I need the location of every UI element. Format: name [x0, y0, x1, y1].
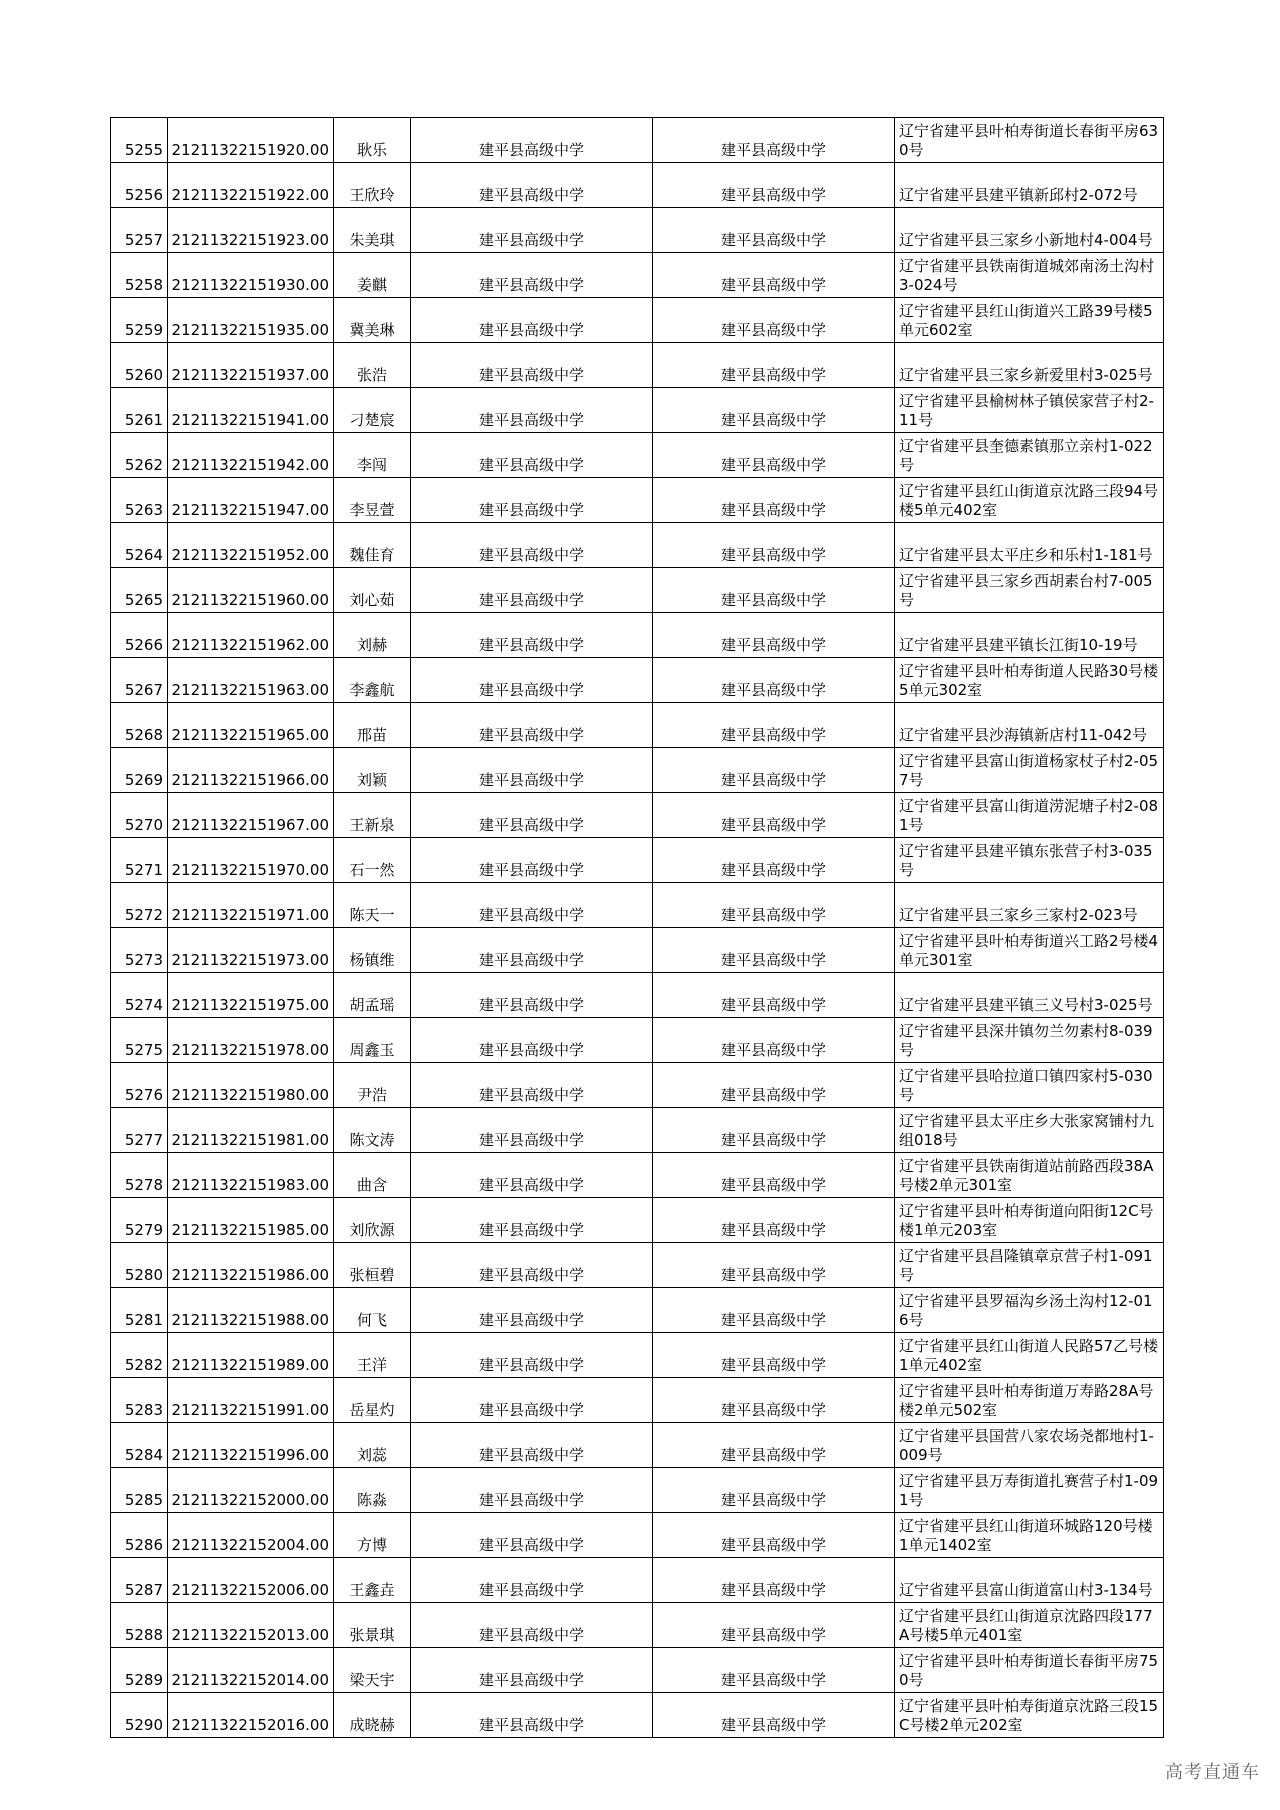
exam-id: 21211322151991.00 [168, 1378, 334, 1423]
student-name: 方博 [334, 1513, 411, 1558]
row-number: 5286 [111, 1513, 168, 1558]
exam-id: 21211322151978.00 [168, 1018, 334, 1063]
table-row [111, 163, 1164, 208]
home-address: 辽宁省建平县奎德素镇那立亲村1-022号 [895, 433, 1164, 478]
table-row [111, 1198, 1164, 1243]
home-address: 辽宁省建平县红山街道兴工路39号楼5单元602室 [895, 298, 1164, 343]
exam-id: 21211322151920.00 [168, 118, 334, 163]
row-number: 5275 [111, 1018, 168, 1063]
school-name: 建平县高级中学 [411, 748, 653, 793]
home-address: 辽宁省建平县建平镇东张营子村3-035号 [895, 838, 1164, 883]
student-name: 刘蕊 [334, 1423, 411, 1468]
exam-id: 21211322151981.00 [168, 1108, 334, 1153]
exam-id: 21211322151970.00 [168, 838, 334, 883]
school-name: 建平县高级中学 [411, 658, 653, 703]
student-name: 周鑫玉 [334, 1018, 411, 1063]
exam-id: 21211322151986.00 [168, 1243, 334, 1288]
student-name: 朱美琪 [334, 208, 411, 253]
admitted-school: 建平县高级中学 [653, 793, 895, 838]
school-name: 建平县高级中学 [411, 523, 653, 568]
school-name: 建平县高级中学 [411, 1063, 653, 1108]
student-name: 王新泉 [334, 793, 411, 838]
exam-id: 21211322151971.00 [168, 883, 334, 928]
table-row [111, 973, 1164, 1018]
table-row [111, 208, 1164, 253]
row-number: 5290 [111, 1693, 168, 1738]
row-number: 5265 [111, 568, 168, 613]
admitted-school: 建平县高级中学 [653, 883, 895, 928]
home-address: 辽宁省建平县叶柏寿街道长春街平房630号 [895, 118, 1164, 163]
student-name: 刁楚宸 [334, 388, 411, 433]
admitted-school: 建平县高级中学 [653, 973, 895, 1018]
exam-id: 21211322151962.00 [168, 613, 334, 658]
table-row [111, 388, 1164, 433]
admitted-school: 建平县高级中学 [653, 208, 895, 253]
home-address: 辽宁省建平县昌隆镇章京营子村1-091号 [895, 1243, 1164, 1288]
table-row [111, 703, 1164, 748]
exam-id: 21211322151922.00 [168, 163, 334, 208]
student-name: 耿乐 [334, 118, 411, 163]
student-table [110, 117, 1164, 1738]
exam-id: 21211322151947.00 [168, 478, 334, 523]
school-name: 建平县高级中学 [411, 478, 653, 523]
student-name: 刘颖 [334, 748, 411, 793]
student-name: 杨镇维 [334, 928, 411, 973]
student-name: 李昱萱 [334, 478, 411, 523]
home-address: 辽宁省建平县红山街道人民路57乙号楼1单元402室 [895, 1333, 1164, 1378]
school-name: 建平县高级中学 [411, 1603, 653, 1648]
student-name: 陈天一 [334, 883, 411, 928]
school-name: 建平县高级中学 [411, 1288, 653, 1333]
row-number: 5278 [111, 1153, 168, 1198]
home-address: 辽宁省建平县富山街道富山村3-134号 [895, 1558, 1164, 1603]
table-row [111, 793, 1164, 838]
admitted-school: 建平县高级中学 [653, 1468, 895, 1513]
row-number: 5268 [111, 703, 168, 748]
student-name: 姜麒 [334, 253, 411, 298]
exam-id: 21211322151923.00 [168, 208, 334, 253]
school-name: 建平县高级中学 [411, 883, 653, 928]
home-address: 辽宁省建平县建平镇新邱村2-072号 [895, 163, 1164, 208]
school-name: 建平县高级中学 [411, 1108, 653, 1153]
admitted-school: 建平县高级中学 [653, 1198, 895, 1243]
row-number: 5273 [111, 928, 168, 973]
school-name: 建平县高级中学 [411, 1378, 653, 1423]
school-name: 建平县高级中学 [411, 388, 653, 433]
table-row [111, 748, 1164, 793]
admitted-school: 建平县高级中学 [653, 1288, 895, 1333]
row-number: 5283 [111, 1378, 168, 1423]
row-number: 5267 [111, 658, 168, 703]
admitted-school: 建平县高级中学 [653, 1108, 895, 1153]
row-number: 5282 [111, 1333, 168, 1378]
home-address: 辽宁省建平县叶柏寿街道人民路30号楼5单元302室 [895, 658, 1164, 703]
school-name: 建平县高级中学 [411, 253, 653, 298]
school-name: 建平县高级中学 [411, 1153, 653, 1198]
table-row [111, 1603, 1164, 1648]
exam-id: 21211322151996.00 [168, 1423, 334, 1468]
school-name: 建平县高级中学 [411, 1693, 653, 1738]
admitted-school: 建平县高级中学 [653, 1693, 895, 1738]
home-address: 辽宁省建平县万寿街道扎赛营子村1-091号 [895, 1468, 1164, 1513]
school-name: 建平县高级中学 [411, 1648, 653, 1693]
exam-id: 21211322151965.00 [168, 703, 334, 748]
table-row [111, 1153, 1164, 1198]
student-name: 岳星灼 [334, 1378, 411, 1423]
table-row [111, 1018, 1164, 1063]
row-number: 5281 [111, 1288, 168, 1333]
exam-id: 21211322152013.00 [168, 1603, 334, 1648]
table-row [111, 1648, 1164, 1693]
school-name: 建平县高级中学 [411, 973, 653, 1018]
home-address: 辽宁省建平县榆树林子镇侯家营子村2-11号 [895, 388, 1164, 433]
exam-id: 21211322151989.00 [168, 1333, 334, 1378]
exam-id: 21211322151941.00 [168, 388, 334, 433]
home-address: 辽宁省建平县铁南街道城郊南汤土沟村3-024号 [895, 253, 1164, 298]
table-row [111, 883, 1164, 928]
row-number: 5266 [111, 613, 168, 658]
school-name: 建平县高级中学 [411, 433, 653, 478]
student-name: 王欣玲 [334, 163, 411, 208]
table-row [111, 1513, 1164, 1558]
row-number: 5284 [111, 1423, 168, 1468]
home-address: 辽宁省建平县红山街道京沈路四段177A号楼5单元401室 [895, 1603, 1164, 1648]
exam-id: 21211322152014.00 [168, 1648, 334, 1693]
exam-id: 21211322151975.00 [168, 973, 334, 1018]
table-row [111, 928, 1164, 973]
row-number: 5288 [111, 1603, 168, 1648]
table-body [111, 118, 1164, 1738]
row-number: 5271 [111, 838, 168, 883]
table-row [111, 1063, 1164, 1108]
school-name: 建平县高级中学 [411, 1243, 653, 1288]
home-address: 辽宁省建平县太平庄乡和乐村1-181号 [895, 523, 1164, 568]
school-name: 建平县高级中学 [411, 1558, 653, 1603]
student-name: 陈淼 [334, 1468, 411, 1513]
table-row [111, 1243, 1164, 1288]
row-number: 5255 [111, 118, 168, 163]
school-name: 建平县高级中学 [411, 1513, 653, 1558]
student-name: 曲含 [334, 1153, 411, 1198]
row-number: 5263 [111, 478, 168, 523]
table-row [111, 478, 1164, 523]
school-name: 建平县高级中学 [411, 1333, 653, 1378]
exam-id: 21211322151952.00 [168, 523, 334, 568]
student-name: 刘欣源 [334, 1198, 411, 1243]
home-address: 辽宁省建平县三家乡西胡素台村7-005号 [895, 568, 1164, 613]
exam-id: 21211322151942.00 [168, 433, 334, 478]
student-name: 李闯 [334, 433, 411, 478]
student-name: 张景琪 [334, 1603, 411, 1648]
school-name: 建平县高级中学 [411, 793, 653, 838]
row-number: 5258 [111, 253, 168, 298]
table-row [111, 118, 1164, 163]
row-number: 5287 [111, 1558, 168, 1603]
row-number: 5279 [111, 1198, 168, 1243]
exam-id: 21211322151963.00 [168, 658, 334, 703]
admitted-school: 建平县高级中学 [653, 523, 895, 568]
exam-id: 21211322152006.00 [168, 1558, 334, 1603]
home-address: 辽宁省建平县罗福沟乡汤土沟村12-016号 [895, 1288, 1164, 1333]
row-number: 5274 [111, 973, 168, 1018]
table-row [111, 1468, 1164, 1513]
admitted-school: 建平县高级中学 [653, 1603, 895, 1648]
school-name: 建平县高级中学 [411, 208, 653, 253]
admitted-school: 建平县高级中学 [653, 1333, 895, 1378]
admitted-school: 建平县高级中学 [653, 748, 895, 793]
admitted-school: 建平县高级中学 [653, 1378, 895, 1423]
student-name: 尹浩 [334, 1063, 411, 1108]
admitted-school: 建平县高级中学 [653, 343, 895, 388]
table-row [111, 1333, 1164, 1378]
home-address: 辽宁省建平县三家乡三家村2-023号 [895, 883, 1164, 928]
home-address: 辽宁省建平县太平庄乡大张家窝铺村九组018号 [895, 1108, 1164, 1153]
exam-id: 21211322151980.00 [168, 1063, 334, 1108]
admitted-school: 建平县高级中学 [653, 703, 895, 748]
home-address: 辽宁省建平县沙海镇新店村11-042号 [895, 703, 1164, 748]
table-row [111, 1378, 1164, 1423]
exam-id: 21211322151967.00 [168, 793, 334, 838]
row-number: 5260 [111, 343, 168, 388]
student-name: 成晓赫 [334, 1693, 411, 1738]
student-name: 王鑫垚 [334, 1558, 411, 1603]
admitted-school: 建平县高级中学 [653, 298, 895, 343]
table-row [111, 433, 1164, 478]
admitted-school: 建平县高级中学 [653, 1513, 895, 1558]
admitted-school: 建平县高级中学 [653, 568, 895, 613]
school-name: 建平县高级中学 [411, 163, 653, 208]
row-number: 5277 [111, 1108, 168, 1153]
admitted-school: 建平县高级中学 [653, 433, 895, 478]
admitted-school: 建平县高级中学 [653, 1558, 895, 1603]
row-number: 5289 [111, 1648, 168, 1693]
student-name: 王洋 [334, 1333, 411, 1378]
exam-id: 21211322151983.00 [168, 1153, 334, 1198]
table-row [111, 1558, 1164, 1603]
student-name: 李鑫航 [334, 658, 411, 703]
row-number: 5261 [111, 388, 168, 433]
student-name: 何飞 [334, 1288, 411, 1333]
admitted-school: 建平县高级中学 [653, 253, 895, 298]
home-address: 辽宁省建平县富山街道杨家杖子村2-057号 [895, 748, 1164, 793]
admitted-school: 建平县高级中学 [653, 928, 895, 973]
school-name: 建平县高级中学 [411, 928, 653, 973]
row-number: 5276 [111, 1063, 168, 1108]
table-row [111, 613, 1164, 658]
student-name: 冀美琳 [334, 298, 411, 343]
exam-id: 21211322151985.00 [168, 1198, 334, 1243]
school-name: 建平县高级中学 [411, 838, 653, 883]
exam-id: 21211322151973.00 [168, 928, 334, 973]
home-address: 辽宁省建平县国营八家农场尧都地村1-009号 [895, 1423, 1164, 1468]
student-name: 张浩 [334, 343, 411, 388]
student-name: 邢苗 [334, 703, 411, 748]
admitted-school: 建平县高级中学 [653, 1243, 895, 1288]
row-number: 5280 [111, 1243, 168, 1288]
table-row [111, 838, 1164, 883]
student-name: 陈文涛 [334, 1108, 411, 1153]
home-address: 辽宁省建平县叶柏寿街道向阳街12C号楼1单元203室 [895, 1198, 1164, 1243]
table-row [111, 1288, 1164, 1333]
home-address: 辽宁省建平县红山街道京沈路三段94号楼5单元402室 [895, 478, 1164, 523]
student-name: 石一然 [334, 838, 411, 883]
admitted-school: 建平县高级中学 [653, 388, 895, 433]
table-row [111, 568, 1164, 613]
row-number: 5270 [111, 793, 168, 838]
admitted-school: 建平县高级中学 [653, 1423, 895, 1468]
admitted-school: 建平县高级中学 [653, 478, 895, 523]
admitted-school: 建平县高级中学 [653, 118, 895, 163]
table-row [111, 343, 1164, 388]
exam-id: 21211322152000.00 [168, 1468, 334, 1513]
exam-id: 21211322151966.00 [168, 748, 334, 793]
row-number: 5256 [111, 163, 168, 208]
school-name: 建平县高级中学 [411, 118, 653, 163]
table-row [111, 1423, 1164, 1468]
watermark-text: 高考直通车 [1165, 1762, 1260, 1783]
school-name: 建平县高级中学 [411, 298, 653, 343]
admitted-school: 建平县高级中学 [653, 1063, 895, 1108]
home-address: 辽宁省建平县三家乡小新地村4-004号 [895, 208, 1164, 253]
exam-id: 21211322152016.00 [168, 1693, 334, 1738]
table-row [111, 298, 1164, 343]
admitted-school: 建平县高级中学 [653, 838, 895, 883]
admitted-school: 建平县高级中学 [653, 1648, 895, 1693]
student-name: 刘心茹 [334, 568, 411, 613]
school-name: 建平县高级中学 [411, 1198, 653, 1243]
student-name: 梁天宇 [334, 1648, 411, 1693]
row-number: 5262 [111, 433, 168, 478]
home-address: 辽宁省建平县富山街道涝泥塘子村2-081号 [895, 793, 1164, 838]
row-number: 5272 [111, 883, 168, 928]
student-name: 刘赫 [334, 613, 411, 658]
row-number: 5285 [111, 1468, 168, 1513]
home-address: 辽宁省建平县三家乡新爱里村3-025号 [895, 343, 1164, 388]
school-name: 建平县高级中学 [411, 1423, 653, 1468]
row-number: 5264 [111, 523, 168, 568]
home-address: 辽宁省建平县叶柏寿街道长春街平房750号 [895, 1648, 1164, 1693]
admitted-school: 建平县高级中学 [653, 1153, 895, 1198]
table-row [111, 253, 1164, 298]
row-number: 5259 [111, 298, 168, 343]
home-address: 辽宁省建平县建平镇三义号村3-025号 [895, 973, 1164, 1018]
school-name: 建平县高级中学 [411, 703, 653, 748]
admitted-school: 建平县高级中学 [653, 163, 895, 208]
admitted-school: 建平县高级中学 [653, 1018, 895, 1063]
student-name: 魏佳育 [334, 523, 411, 568]
exam-id: 21211322152004.00 [168, 1513, 334, 1558]
exam-id: 21211322151935.00 [168, 298, 334, 343]
home-address: 辽宁省建平县哈拉道口镇四家村5-030号 [895, 1063, 1164, 1108]
school-name: 建平县高级中学 [411, 1018, 653, 1063]
home-address: 辽宁省建平县深井镇勿兰勿素村8-039号 [895, 1018, 1164, 1063]
home-address: 辽宁省建平县铁南街道站前路西段38A号楼2单元301室 [895, 1153, 1164, 1198]
home-address: 辽宁省建平县叶柏寿街道京沈路三段15C号楼2单元202室 [895, 1693, 1164, 1738]
admitted-school: 建平县高级中学 [653, 658, 895, 703]
school-name: 建平县高级中学 [411, 613, 653, 658]
home-address: 辽宁省建平县建平镇长江街10-19号 [895, 613, 1164, 658]
school-name: 建平县高级中学 [411, 343, 653, 388]
exam-id: 21211322151937.00 [168, 343, 334, 388]
exam-id: 21211322151930.00 [168, 253, 334, 298]
exam-id: 21211322151988.00 [168, 1288, 334, 1333]
home-address: 辽宁省建平县红山街道环城路120号楼1单元1402室 [895, 1513, 1164, 1558]
table-row [111, 523, 1164, 568]
school-name: 建平县高级中学 [411, 568, 653, 613]
row-number: 5257 [111, 208, 168, 253]
admitted-school: 建平县高级中学 [653, 613, 895, 658]
home-address: 辽宁省建平县叶柏寿街道兴工路2号楼4单元301室 [895, 928, 1164, 973]
table-row [111, 658, 1164, 703]
student-name: 胡孟瑶 [334, 973, 411, 1018]
school-name: 建平县高级中学 [411, 1468, 653, 1513]
table-row [111, 1108, 1164, 1153]
home-address: 辽宁省建平县叶柏寿街道万寿路28A号楼2单元502室 [895, 1378, 1164, 1423]
row-number: 5269 [111, 748, 168, 793]
student-name: 张桓碧 [334, 1243, 411, 1288]
exam-id: 21211322151960.00 [168, 568, 334, 613]
table-row [111, 1693, 1164, 1738]
